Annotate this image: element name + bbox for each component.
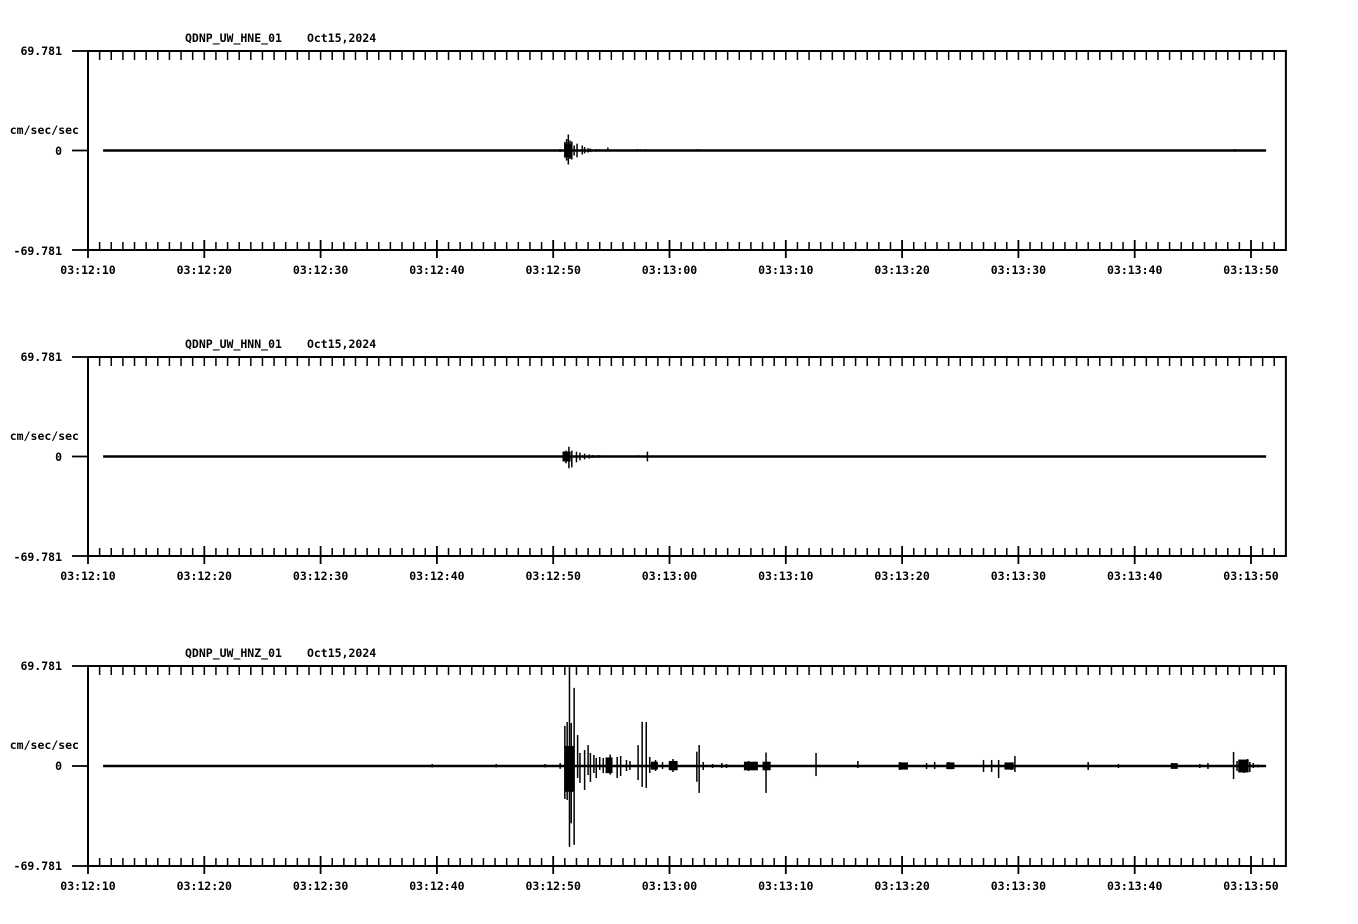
- y-axis-unit-label: cm/sec/sec: [9, 738, 79, 752]
- y-axis-zero-label: 0: [55, 144, 62, 158]
- x-tick-label: 03:13:20: [874, 569, 930, 583]
- y-axis-zero-label: 0: [55, 759, 62, 773]
- x-tick-label: 03:12:20: [176, 569, 232, 583]
- x-tick-label: 03:13:20: [874, 263, 930, 277]
- x-axis-labels: [0, 0, 1358, 306]
- x-tick-label: 03:12:10: [60, 263, 116, 277]
- x-tick-label: 03:12:40: [409, 263, 465, 277]
- y-axis-min-label: -69.781: [13, 550, 62, 564]
- x-tick-label: 03:13:00: [641, 569, 698, 583]
- station-channel-label: QDNP_UW_HNZ_01: [185, 646, 282, 660]
- date-label: Oct15,2024: [306, 646, 377, 660]
- x-tick-label: 03:12:30: [292, 263, 349, 277]
- x-tick-label: 03:13:40: [1106, 879, 1163, 893]
- x-tick-label: 03:12:50: [525, 879, 581, 893]
- y-axis-max-label: 69.781: [20, 659, 62, 673]
- y-axis-unit-label: cm/sec/sec: [9, 429, 79, 443]
- x-tick-label: 03:13:30: [990, 879, 1047, 893]
- x-tick-label: 03:13:30: [990, 569, 1047, 583]
- x-tick-label: 03:12:20: [176, 263, 232, 277]
- x-tick-label: 03:12:10: [60, 569, 116, 583]
- x-tick-label: 03:12:50: [525, 569, 581, 583]
- y-axis-zero-label: 0: [55, 450, 62, 464]
- x-tick-label: 03:13:00: [641, 263, 698, 277]
- x-tick-label: 03:12:40: [409, 569, 465, 583]
- station-channel-label: QDNP_UW_HNN_01: [185, 337, 282, 351]
- x-tick-label: 03:12:40: [409, 879, 465, 893]
- y-axis-min-label: -69.781: [13, 859, 62, 873]
- date-label: Oct15,2024: [306, 337, 377, 351]
- y-axis-unit-label: cm/sec/sec: [9, 123, 79, 137]
- x-tick-label: 03:13:40: [1106, 263, 1163, 277]
- y-axis-max-label: 69.781: [20, 350, 62, 364]
- x-axis-labels: [0, 306, 1358, 612]
- x-tick-label: 03:13:50: [1223, 569, 1279, 583]
- x-axis-labels: [0, 615, 1358, 921]
- x-tick-label: 03:13:10: [758, 569, 814, 583]
- seismogram-panel-hne: [0, 0, 1358, 306]
- seismogram-panel-hnn: [0, 306, 1358, 612]
- x-tick-label: 03:12:10: [60, 879, 116, 893]
- x-tick-label: 03:13:20: [874, 879, 930, 893]
- seismogram-panel-hnz: [0, 615, 1358, 921]
- x-tick-label: 03:13:40: [1106, 569, 1163, 583]
- x-tick-label: 03:13:50: [1223, 879, 1279, 893]
- x-tick-label: 03:13:30: [990, 263, 1047, 277]
- x-tick-label: 03:12:30: [292, 569, 349, 583]
- date-label: Oct15,2024: [306, 31, 377, 45]
- x-tick-label: 03:12:20: [176, 879, 232, 893]
- station-channel-label: QDNP_UW_HNE_01: [185, 31, 282, 45]
- x-tick-label: 03:13:10: [758, 263, 814, 277]
- x-tick-label: 03:12:30: [292, 879, 349, 893]
- x-tick-label: 03:13:50: [1223, 263, 1279, 277]
- x-tick-label: 03:12:50: [525, 263, 581, 277]
- y-axis-max-label: 69.781: [20, 44, 62, 58]
- x-tick-label: 03:13:10: [758, 879, 814, 893]
- x-tick-label: 03:13:00: [641, 879, 698, 893]
- y-axis-min-label: -69.781: [13, 244, 62, 258]
